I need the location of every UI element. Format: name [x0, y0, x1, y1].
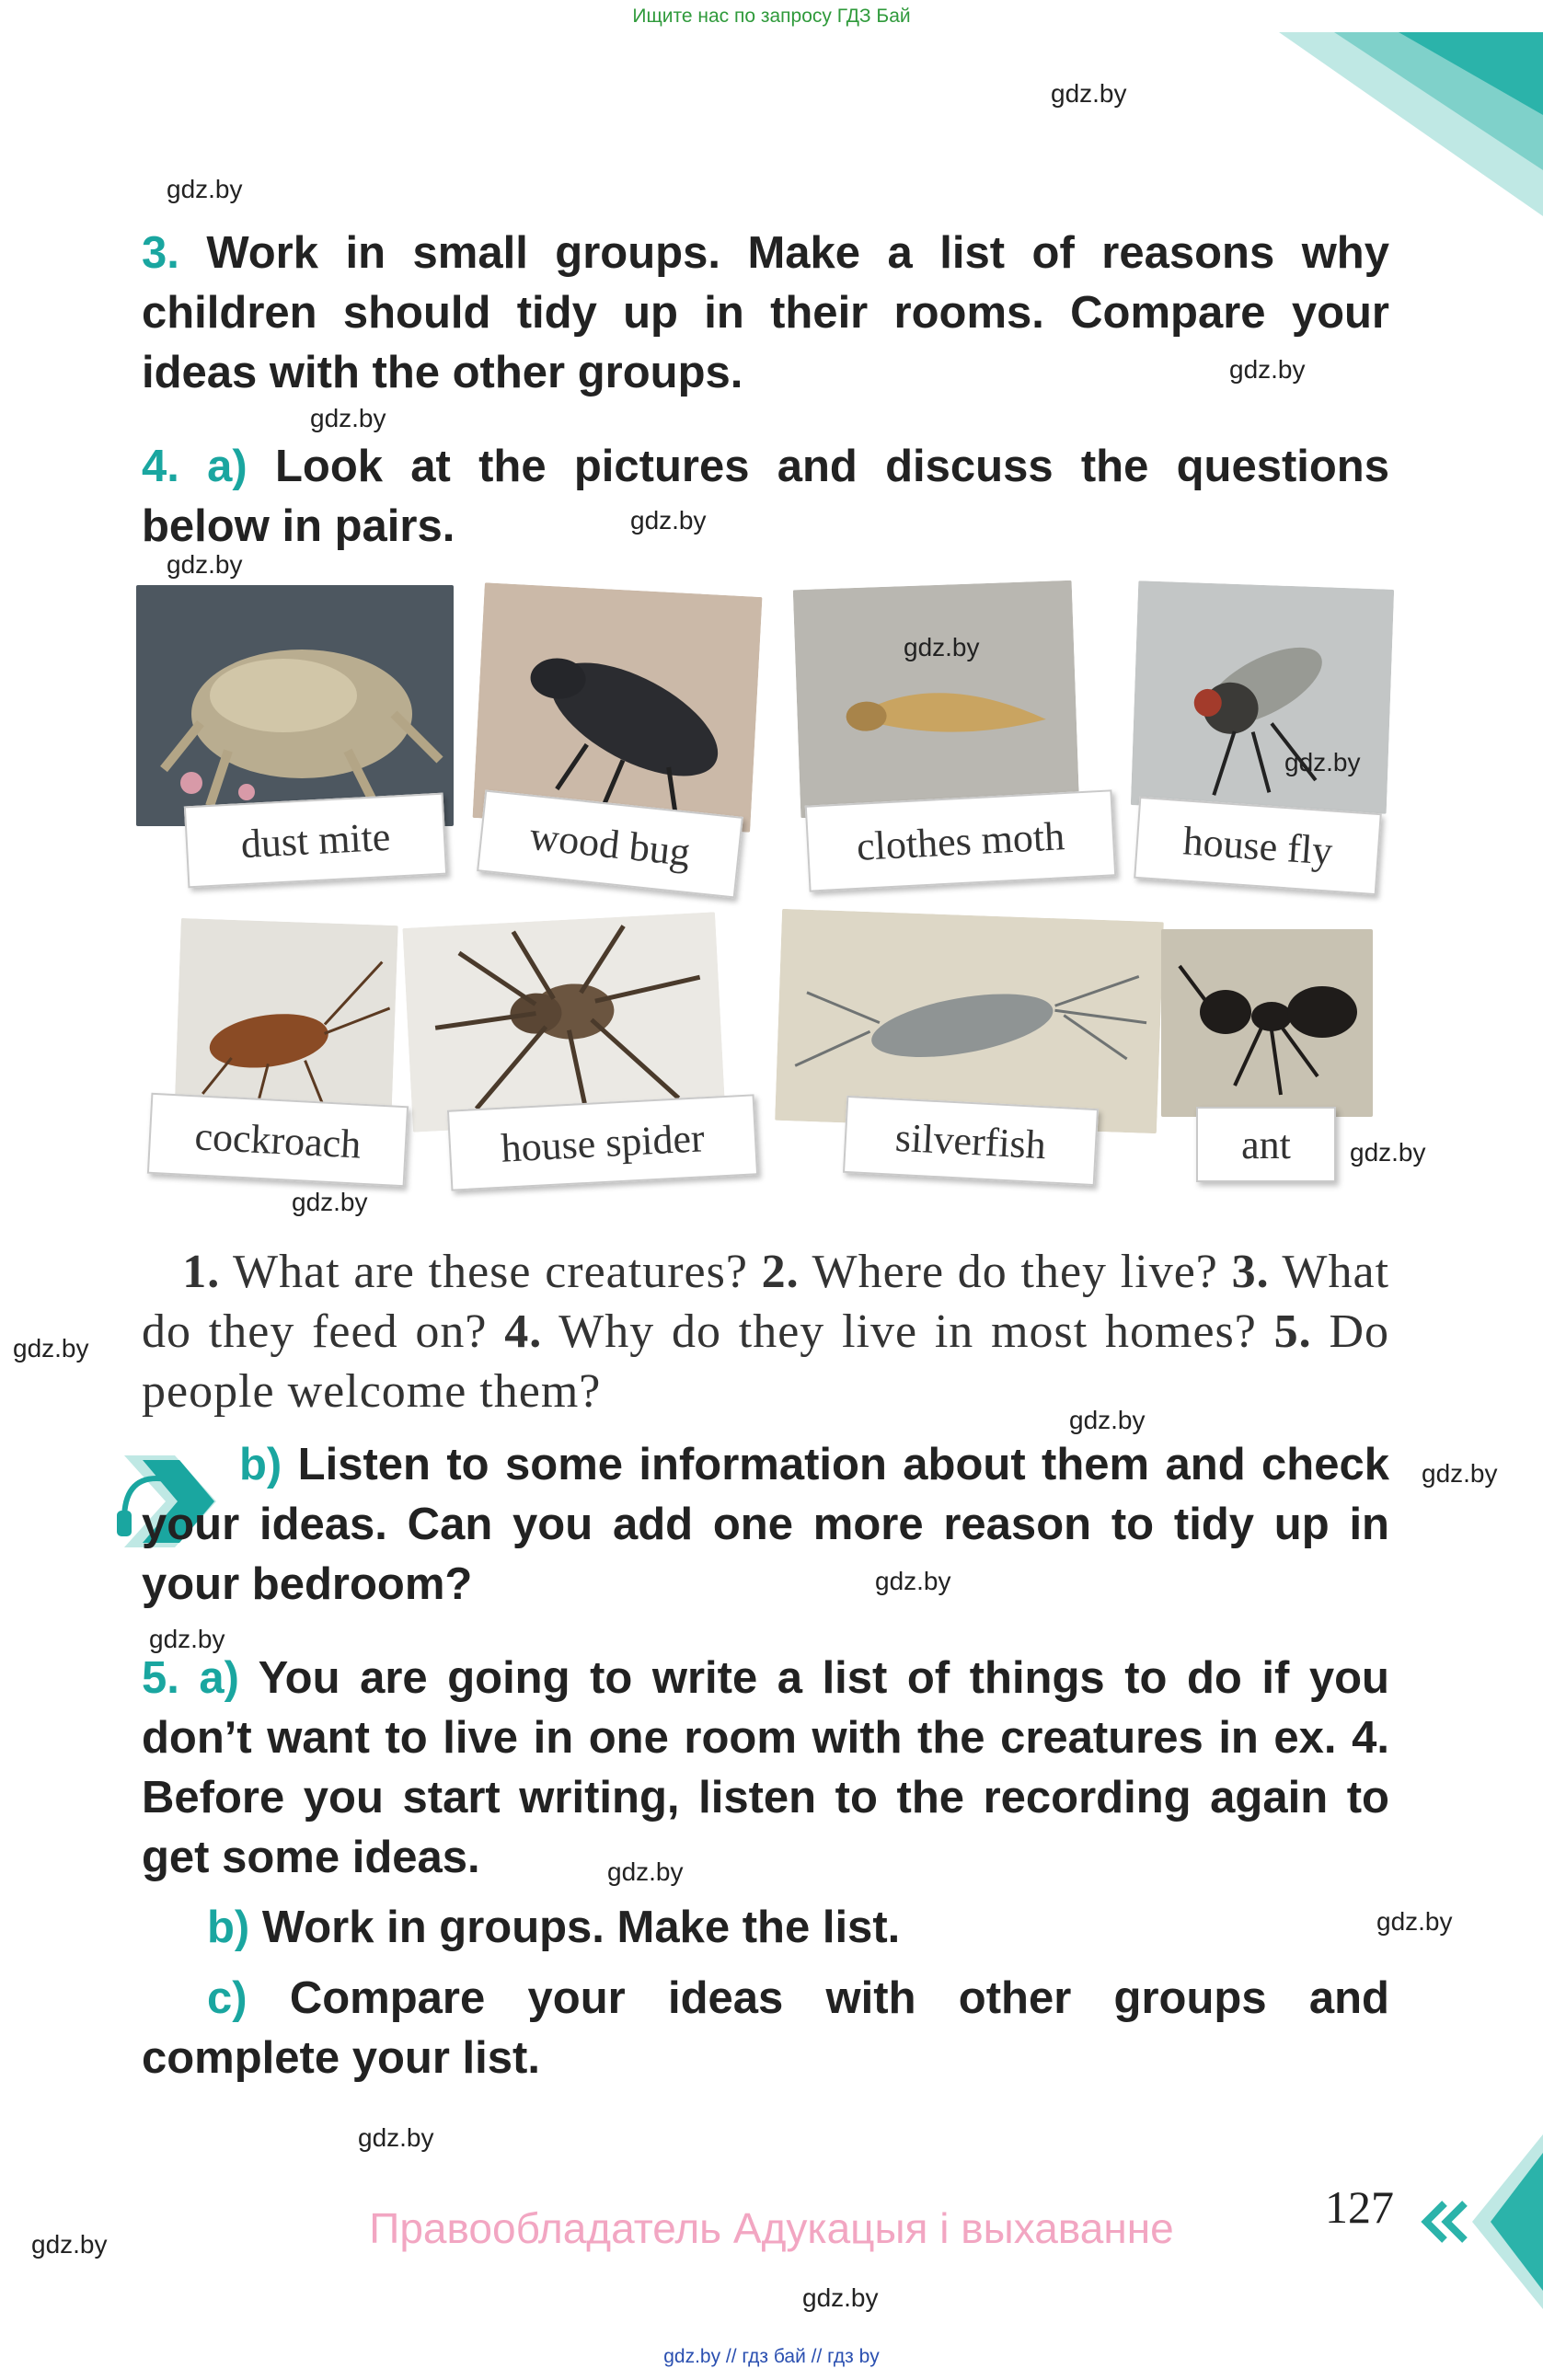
copyright-footer: Правообладатель Адукацыя і выхаванне — [369, 2204, 1174, 2252]
question-number: 2. — [761, 1246, 800, 1298]
picture-label: house spider — [447, 1094, 758, 1190]
exercise-5c — [142, 1969, 1389, 2088]
exercise-text: Work in small groups. Make a list of reasons why children should tidy up in their rooms. Compare your ideas with the other groups. — [142, 228, 1389, 397]
exercise-text: You are going to write a list of things to do if you don’t want to live in one room with the creatures in ex. 4. Before you start writing, listen to the recording again to get some ideas. — [142, 1653, 1389, 1882]
watermark: gdz.by — [292, 1188, 368, 1216]
question-number: 1. — [182, 1246, 221, 1298]
exercise-5b — [207, 1898, 1389, 1958]
exercise-number: 4. a) — [142, 442, 248, 491]
picture-label: cockroach — [147, 1093, 409, 1188]
exercise-text: Compare your ideas with other groups and complete your list. — [142, 1973, 1389, 2083]
questions — [142, 1242, 1389, 1421]
question: What are these creatures? — [233, 1246, 748, 1298]
question: Do people welcome them? — [142, 1305, 1390, 1418]
bottom-links[interactable]: gdz.by // гдз бай // гдз by — [663, 2346, 880, 2367]
ant-photo — [1161, 929, 1373, 1117]
silverfish-photo — [775, 909, 1164, 1133]
watermark: gdz.by — [1229, 355, 1306, 384]
exercise-5a — [142, 1649, 1389, 1888]
exercise-number: 3. — [142, 228, 179, 278]
watermark: gdz.by — [1284, 748, 1361, 776]
exercise-3 — [142, 224, 1389, 403]
picture-label: house fly — [1134, 797, 1382, 895]
watermark: gdz.by — [875, 1567, 951, 1595]
exercise-number: b) — [207, 1903, 250, 1952]
picture-label: wood bug — [477, 790, 743, 899]
clothes-moth-photo — [793, 581, 1079, 818]
page-number: 127 — [1325, 2181, 1394, 2233]
exercise-number: b) — [239, 1440, 282, 1489]
watermark: gdz.by — [167, 550, 243, 579]
watermark: gdz.by — [1051, 79, 1127, 108]
picture-label: ant — [1196, 1107, 1336, 1182]
question-number: 3. — [1231, 1246, 1270, 1298]
picture-label: silverfish — [843, 1096, 1099, 1186]
exercise-4a — [142, 437, 1389, 557]
watermark: gdz.by — [802, 2283, 879, 2312]
corner-decoration — [1279, 32, 1543, 216]
exercise-number: c) — [207, 1973, 248, 2023]
watermark: gdz.by — [904, 633, 980, 661]
exercise-number: 5. a) — [142, 1653, 239, 1703]
watermark: gdz.by — [607, 1857, 684, 1886]
watermark: gdz.by — [31, 2230, 108, 2259]
watermark: gdz.by — [167, 175, 243, 203]
top-banner[interactable]: Ищите нас по запросу ГДЗ Бай — [632, 6, 911, 27]
watermark: gdz.by — [13, 1334, 89, 1362]
watermark: gdz.by — [1069, 1406, 1146, 1434]
exercise-text: Work in groups. Make the list. — [261, 1903, 901, 1952]
dust-mite-photo — [136, 585, 454, 826]
watermark: gdz.by — [358, 2123, 434, 2152]
question-number: 5. — [1273, 1305, 1312, 1358]
watermark: gdz.by — [310, 404, 386, 432]
watermark: gdz.by — [1376, 1907, 1453, 1936]
watermark: gdz.by — [1350, 1138, 1426, 1167]
watermark: gdz.by — [630, 506, 707, 535]
watermark: gdz.by — [149, 1625, 225, 1653]
house-fly-photo — [1131, 581, 1394, 814]
question: Where do they live? — [812, 1246, 1218, 1298]
picture-label: clothes moth — [805, 789, 1116, 891]
exercise-text: Listen to some information about them and check your ideas. Can you add one more reason to tidy up in your bedroom? — [142, 1440, 1389, 1609]
exercise-4b — [142, 1435, 1389, 1615]
question: What do they feed on? — [142, 1246, 1390, 1358]
watermark: gdz.by — [1422, 1459, 1498, 1488]
exercise-text: Look at the pictures and discuss the questions below in pairs. — [142, 442, 1389, 551]
question: Why do they live in most homes? — [558, 1305, 1257, 1358]
picture-label: dust mite — [184, 793, 447, 889]
question-number: 4. — [504, 1305, 543, 1358]
